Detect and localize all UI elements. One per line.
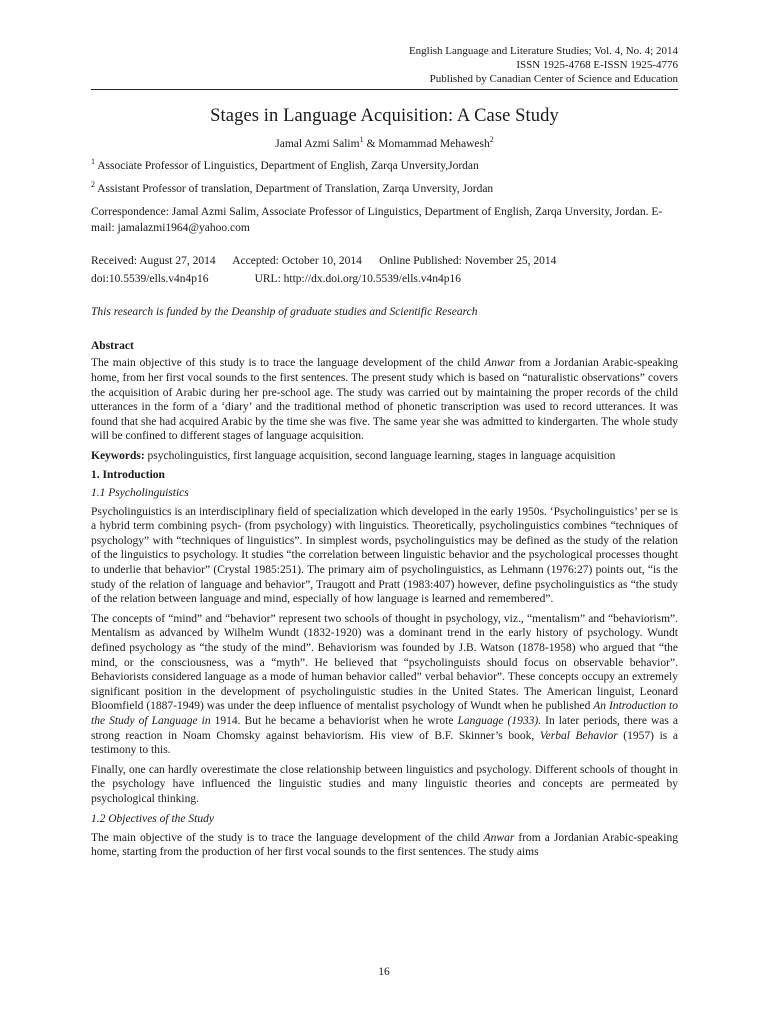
affiliation-1 <box>91 154 678 174</box>
para2-part-e: In later periods, there was a strong reaction in Noam Chomsky against behaviorism. His view of B.F. Skinner’s book, <box>91 714 678 742</box>
para2-book-title-2: Language (1933). <box>457 714 542 727</box>
publication-dates <box>91 252 678 288</box>
affiliation-2-num: 2 <box>91 179 95 189</box>
intro-paragraph-1: Psycholinguistics is an interdisciplinary field of specialization which developed in the early 1950s. ‘Psycholinguistics’ per se is a hybrid term combining psych- (from psychology) with linguistics. Theoretically, psycholinguistics combines “techniques of psychology” with “techniques of linguistics”. In simplest words, psycholinguistics may be defined as the study of the relation of the linguistics to psychology. It studies “the correlation between linguistic behavior and the psychological processes thought to underlie that behavior” (Crystal 1985:251). The primary aim of psycholinguistics, as Lehmann (1976:27) points out, “is the study of the relation of language and behavior”, Traugott and Pratt (1983:407) however, define psycholinguistics as “the study of the relation between language and mind, especially of how language is learned and remembered”. <box>91 505 678 606</box>
author-line <box>91 135 678 150</box>
affiliation-1-num: 1 <box>91 156 95 166</box>
subsection-objectives: 1.2 Objectives of the Study <box>91 812 214 825</box>
keywords-label: Keywords: <box>91 450 145 463</box>
objectives-child-name: Anwar <box>483 831 515 844</box>
intro-paragraph-3: Finally, one can hardly overestimate the close relationship between linguistics and psychology. Different schools of thought in the psychology have influenced the linguistic studies and many linguistic theories and concepts are permeated by psychological thinking. <box>91 763 678 805</box>
accepted-date: Accepted: October 10, 2014 <box>232 255 362 268</box>
objectives-part-a: The main objective of the study is to trace the language development of the child <box>91 831 484 844</box>
keywords <box>91 449 678 464</box>
published-date: Online Published: November 25, 2014 <box>379 255 557 268</box>
received-date: Received: August 27, 2014 <box>91 255 216 268</box>
subsection-psycholinguistics: 1.1 Psycholinguistics <box>91 486 189 499</box>
intro-paragraph-2 <box>91 612 678 758</box>
journal-header <box>91 44 678 90</box>
objectives-part-c: from a Jordanian Arabic-speaking home, starting from the production of her first vocal sounds to the first sentences. The study aims <box>91 831 679 859</box>
keywords-text: psycholinguistics, first language acquisition, second language learning, stages in language acquisition <box>144 450 616 463</box>
objectives-paragraph <box>91 831 678 860</box>
article-page <box>91 44 678 865</box>
journal-issn: ISSN 1925-4768 E-ISSN 1925-4776 <box>516 59 678 71</box>
article-title: Stages in Language Acquisition: A Case Study <box>210 106 559 126</box>
header-rule <box>91 89 678 90</box>
para2-part-c: 1914. But he became a behaviorist when he wrote <box>210 714 458 727</box>
abstract-part-1: The main objective of this study is to trace the language development of the child <box>91 357 485 370</box>
author-2-sup: 2 <box>489 135 494 144</box>
author-2: Momammad Mehawesh <box>378 137 490 150</box>
para2-book-title-1: An Introduction to the Study of Language in <box>91 700 678 727</box>
affiliation-1-text: Associate Professor of Linguistics, Department of English, Zarqa Unversity,Jordan <box>95 159 479 172</box>
affiliation-2 <box>91 177 678 197</box>
doi: doi:10.5539/ells.v4n4p16 <box>91 273 209 286</box>
author-1: Jamal Azmi Salim <box>275 137 360 150</box>
section-introduction: 1. Introduction <box>91 468 165 481</box>
page-number: 16 <box>378 966 390 978</box>
para2-part-g: (1957) is a testimony to this. <box>91 729 678 757</box>
journal-name: English Language and Literature Studies; Vol. 4, No. 4; 2014 <box>408 45 678 57</box>
abstract-part-2: from a Jordanian Arabic-speaking home, from her first vocal sounds to the first sentences. The present study which is based on “naturalistic observations” covers the acquisition of Arabic during her pre-school age. The study was carried out by maintaining the proper records of the child utterances in the form of a ‘diary’ and the traditional method of phonetic transcription was used to record utterances. It was found that she had acquired Arabic by the time she was five. The same year she was admitted to kindergarten. The whole study will be confined to different stages of language acquisition. <box>91 357 679 443</box>
para2-book-title-3: Verbal Behavior <box>539 729 618 742</box>
author-1-sup: 1 <box>359 135 364 144</box>
abstract-heading: Abstract <box>91 340 134 353</box>
abstract-text <box>91 356 678 444</box>
abstract-child-name: Anwar <box>484 357 515 370</box>
funding-note: This research is funded by the Deanship of graduate studies and Scientific Research <box>91 306 478 319</box>
para2-part-a: The concepts of “mind” and “behavior” represent two schools of thought in psychology, viz., “mentalism” and “behaviorism”. Mentalism as advanced by Wilhelm Wundt (1832-1920) was a dominant trend in the early history of psychology. Wundt defined psychology as “the study of the mind”. Behaviorism was founded by J.B. Watson (1878-1958) who argued that “the mind, or the consciousness, was a “myth”. He believed that “psycholinguists should focus on observable behavior”. Behaviorists considered language as a mode of human behavior called” verbal behavior”. These concepts occupy an extremely significant position in the development of psycholinguistic studies in the United States. The American linguist, Leonard Bloomfield (1887-1949) was under the deep influence of mentalist psychology of Wundt when he published <box>91 612 678 713</box>
author-joiner: & <box>363 137 379 150</box>
article-url[interactable]: URL: http://dx.doi.org/10.5539/ells.v4n4p16 <box>254 273 462 286</box>
correspondence: Correspondence: Jamal Azmi Salim, Associate Professor of Linguistics, Department of English, Zarqa Unversity, Jordan. E-mail: jamalazmi1964@yahoo.com <box>91 206 663 235</box>
affiliation-2-text: Assistant Professor of translation, Department of Translation, Zarqa Unversity, Jordan <box>95 182 494 195</box>
journal-publisher: Published by Canadian Center of Science and Education <box>429 73 678 85</box>
